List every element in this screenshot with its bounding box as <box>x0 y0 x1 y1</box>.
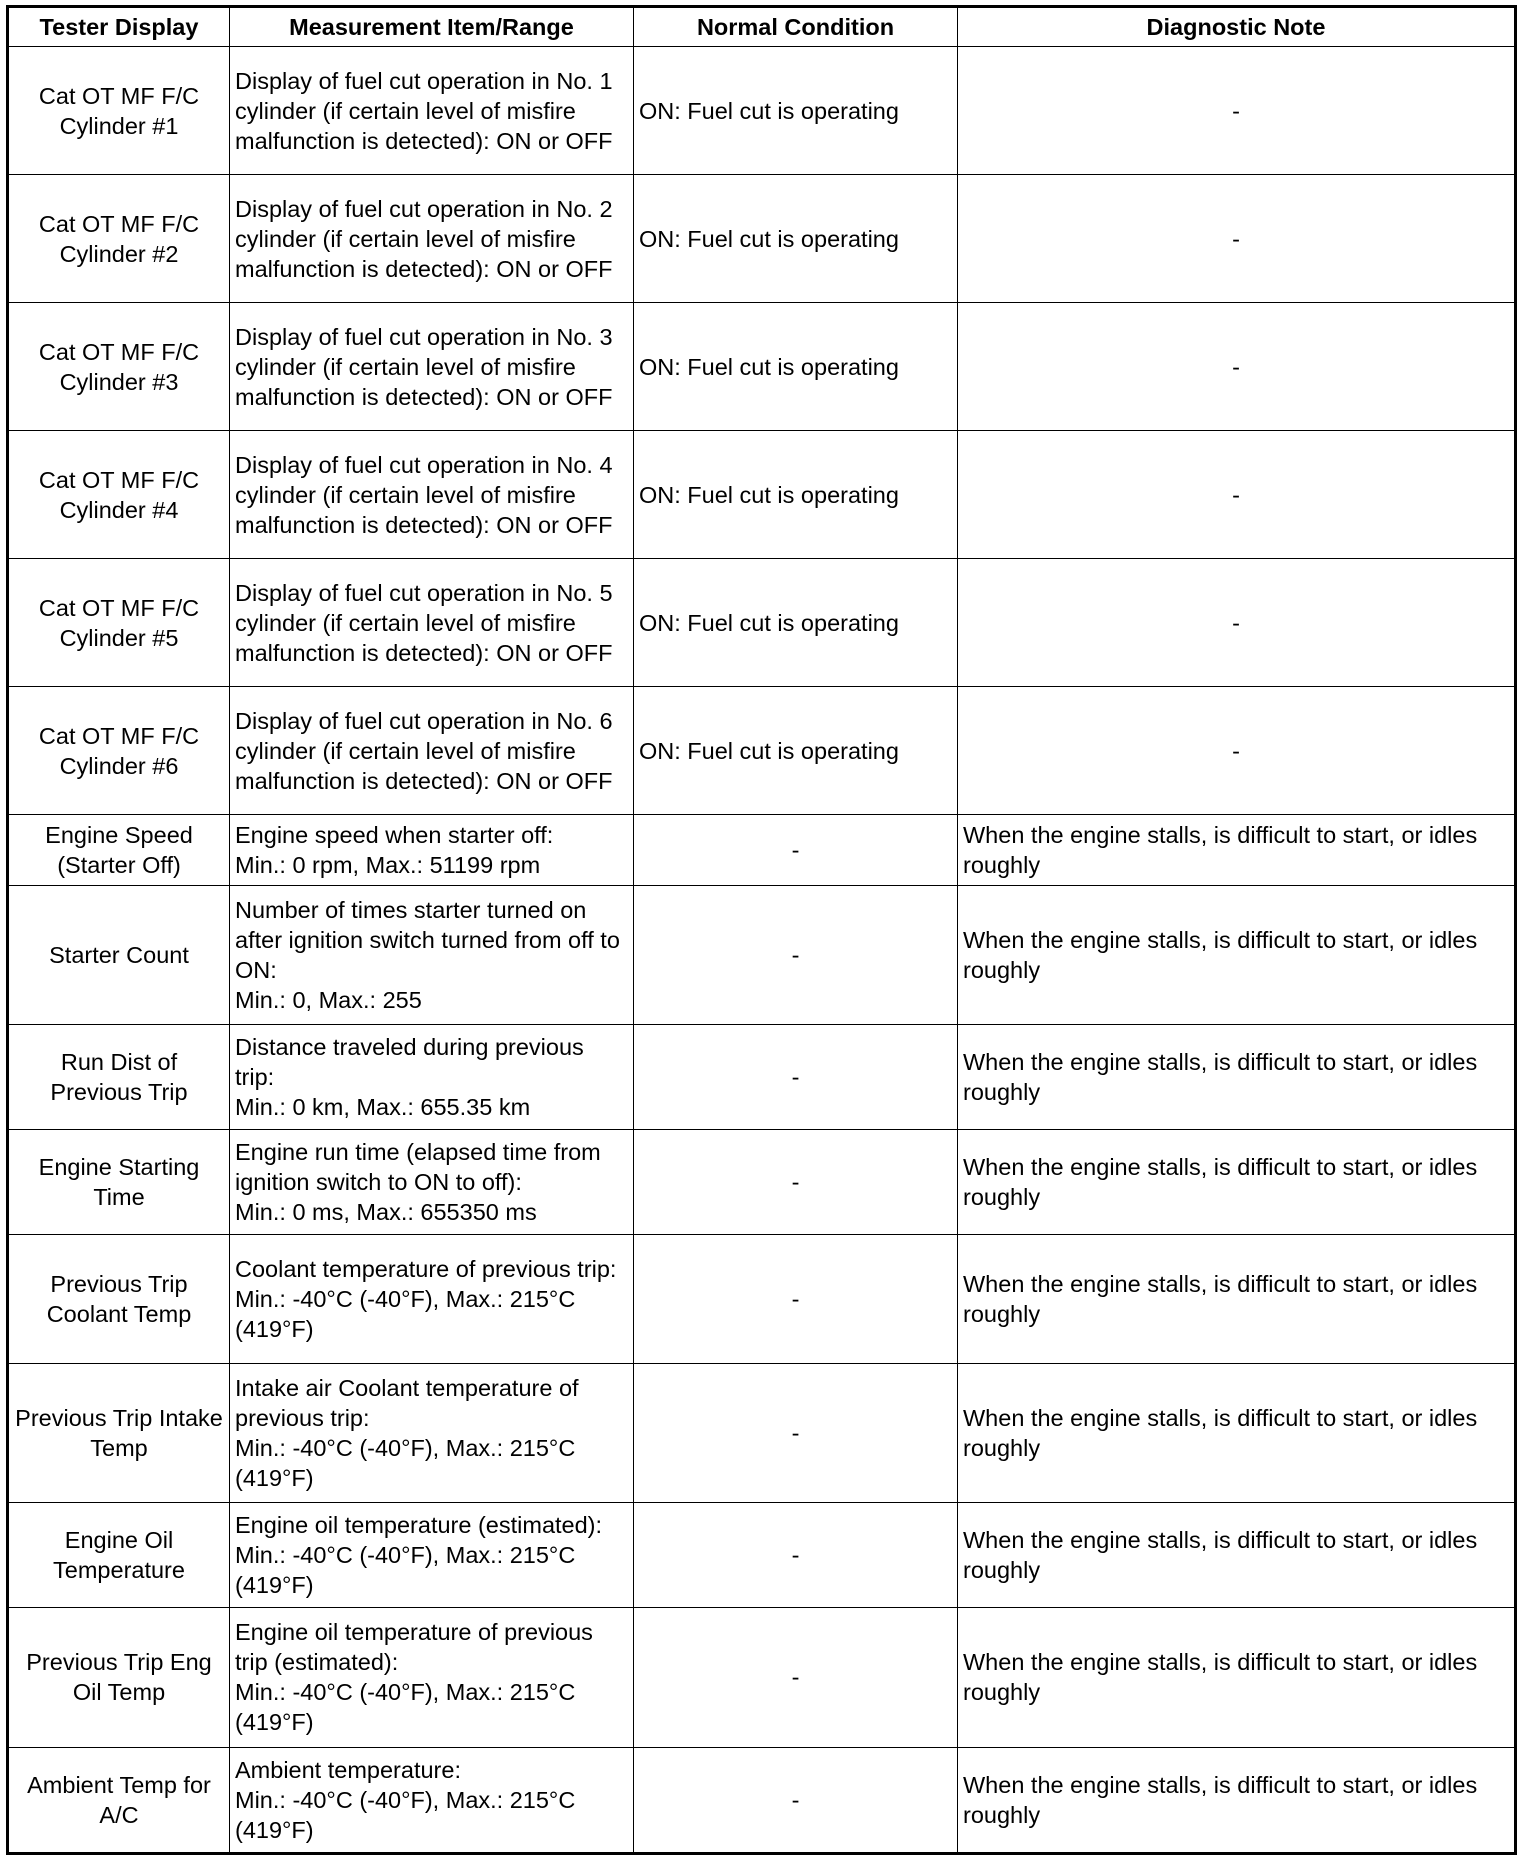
diagnostic-note-cell: When the engine stalls, is difficult to start, or idles roughly <box>958 815 1516 885</box>
header-row <box>8 7 1516 47</box>
data-list-table <box>6 5 1517 1855</box>
table-row <box>8 815 1516 885</box>
data-list-document <box>6 5 1514 1855</box>
tester-display-cell: Engine Starting Time <box>8 1130 230 1235</box>
measurement-range-cell: Display of fuel cut operation in No. 4 cylinder (if certain level of misfire malfunction is detected): ON or OFF <box>230 431 634 559</box>
normal-condition-cell: - <box>634 1503 958 1608</box>
tester-display-cell: Ambient Temp for A/C <box>8 1747 230 1853</box>
normal-condition-cell: - <box>634 1235 958 1363</box>
normal-condition-cell: ON: Fuel cut is operating <box>634 559 958 687</box>
measurement-range-cell: Engine run time (elapsed time from ignition switch to ON to off): Min.: 0 ms, Max.: 655350 ms <box>230 1130 634 1235</box>
tester-display-cell: Cat OT MF F/C Cylinder #2 <box>8 175 230 303</box>
table-row <box>8 1025 1516 1130</box>
table-row <box>8 559 1516 687</box>
table-row <box>8 47 1516 175</box>
normal-condition-cell: ON: Fuel cut is operating <box>634 303 958 431</box>
diagnostic-note-cell: When the engine stalls, is difficult to start, or idles roughly <box>958 1130 1516 1235</box>
measurement-range-cell: Engine oil temperature of previous trip (estimated): Min.: -40°C (-40°F), Max.: 215°C (419°F) <box>230 1608 634 1748</box>
diagnostic-note-cell: - <box>958 431 1516 559</box>
table-row <box>8 687 1516 815</box>
normal-condition-cell: - <box>634 1130 958 1235</box>
table-row <box>8 1363 1516 1503</box>
table-row <box>8 303 1516 431</box>
tester-display-cell: Run Dist of Previous Trip <box>8 1025 230 1130</box>
normal-condition-cell: - <box>634 1608 958 1748</box>
normal-condition-cell: ON: Fuel cut is operating <box>634 47 958 175</box>
table-row <box>8 1608 1516 1748</box>
measurement-range-cell: Intake air Coolant temperature of previous trip: Min.: -40°C (-40°F), Max.: 215°C (419°F) <box>230 1363 634 1503</box>
tester-display-cell: Cat OT MF F/C Cylinder #6 <box>8 687 230 815</box>
measurement-range-cell: Display of fuel cut operation in No. 3 cylinder (if certain level of misfire malfunction is detected): ON or OFF <box>230 303 634 431</box>
measurement-range-cell: Engine speed when starter off: Min.: 0 rpm, Max.: 51199 rpm <box>230 815 634 885</box>
header-normal-condition: Normal Condition <box>634 7 958 47</box>
tester-display-cell: Cat OT MF F/C Cylinder #1 <box>8 47 230 175</box>
measurement-range-cell: Ambient temperature: Min.: -40°C (-40°F), Max.: 215°C (419°F) <box>230 1747 634 1853</box>
table-row <box>8 885 1516 1025</box>
diagnostic-note-cell: When the engine stalls, is difficult to start, or idles roughly <box>958 1025 1516 1130</box>
diagnostic-note-cell: - <box>958 687 1516 815</box>
measurement-range-cell: Display of fuel cut operation in No. 6 cylinder (if certain level of misfire malfunction is detected): ON or OFF <box>230 687 634 815</box>
tester-display-cell: Starter Count <box>8 885 230 1025</box>
tester-display-cell: Previous Trip Intake Temp <box>8 1363 230 1503</box>
normal-condition-cell: - <box>634 1363 958 1503</box>
diagnostic-note-cell: When the engine stalls, is difficult to start, or idles roughly <box>958 1235 1516 1363</box>
measurement-range-cell: Display of fuel cut operation in No. 1 cylinder (if certain level of misfire malfunction is detected): ON or OFF <box>230 47 634 175</box>
table-row <box>8 1235 1516 1363</box>
tester-display-cell: Cat OT MF F/C Cylinder #5 <box>8 559 230 687</box>
tester-display-cell: Previous Trip Coolant Temp <box>8 1235 230 1363</box>
diagnostic-note-cell: When the engine stalls, is difficult to start, or idles roughly <box>958 1747 1516 1853</box>
header-diagnostic-note: Diagnostic Note <box>958 7 1516 47</box>
diagnostic-note-cell: - <box>958 175 1516 303</box>
header-measurement-item: Measurement Item/Range <box>230 7 634 47</box>
tester-display-cell: Cat OT MF F/C Cylinder #4 <box>8 431 230 559</box>
normal-condition-cell: - <box>634 885 958 1025</box>
tester-display-cell: Engine Oil Temperature <box>8 1503 230 1608</box>
table-row <box>8 431 1516 559</box>
tester-display-cell: Previous Trip Eng Oil Temp <box>8 1608 230 1748</box>
diagnostic-note-cell: When the engine stalls, is difficult to start, or idles roughly <box>958 1503 1516 1608</box>
diagnostic-note-cell: When the engine stalls, is difficult to start, or idles roughly <box>958 885 1516 1025</box>
table-row <box>8 1747 1516 1853</box>
table-row <box>8 1503 1516 1608</box>
tester-display-cell: Cat OT MF F/C Cylinder #3 <box>8 303 230 431</box>
header-tester-display: Tester Display <box>8 7 230 47</box>
measurement-range-cell: Distance traveled during previous trip: Min.: 0 km, Max.: 655.35 km <box>230 1025 634 1130</box>
measurement-range-cell: Display of fuel cut operation in No. 5 cylinder (if certain level of misfire malfunction is detected): ON or OFF <box>230 559 634 687</box>
table-row <box>8 1130 1516 1235</box>
measurement-range-cell: Engine oil temperature (estimated): Min.: -40°C (-40°F), Max.: 215°C (419°F) <box>230 1503 634 1608</box>
diagnostic-note-cell: - <box>958 303 1516 431</box>
table-row <box>8 175 1516 303</box>
normal-condition-cell: - <box>634 815 958 885</box>
normal-condition-cell: - <box>634 1747 958 1853</box>
normal-condition-cell: - <box>634 1025 958 1130</box>
normal-condition-cell: ON: Fuel cut is operating <box>634 175 958 303</box>
diagnostic-note-cell: When the engine stalls, is difficult to start, or idles roughly <box>958 1608 1516 1748</box>
normal-condition-cell: ON: Fuel cut is operating <box>634 687 958 815</box>
measurement-range-cell: Display of fuel cut operation in No. 2 cylinder (if certain level of misfire malfunction is detected): ON or OFF <box>230 175 634 303</box>
tester-display-cell: Engine Speed (Starter Off) <box>8 815 230 885</box>
diagnostic-note-cell: When the engine stalls, is difficult to start, or idles roughly <box>958 1363 1516 1503</box>
diagnostic-note-cell: - <box>958 559 1516 687</box>
measurement-range-cell: Number of times starter turned on after ignition switch turned from off to ON: Min.: 0, Max.: 255 <box>230 885 634 1025</box>
measurement-range-cell: Coolant temperature of previous trip: Min.: -40°C (-40°F), Max.: 215°C (419°F) <box>230 1235 634 1363</box>
diagnostic-note-cell: - <box>958 47 1516 175</box>
normal-condition-cell: ON: Fuel cut is operating <box>634 431 958 559</box>
